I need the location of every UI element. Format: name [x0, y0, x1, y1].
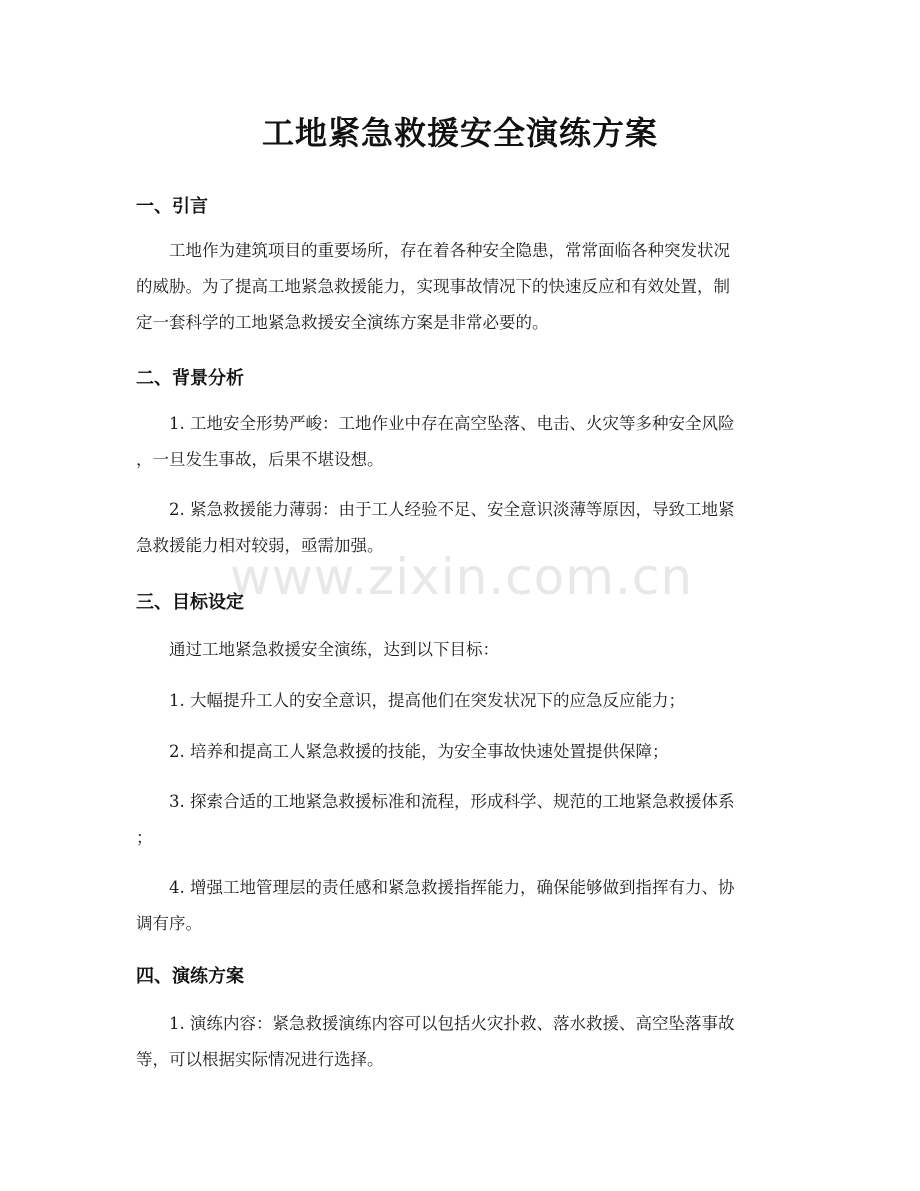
section-heading-intro: 一、引言 — [136, 196, 208, 217]
plan-item-1 — [136, 1006, 784, 1078]
plan-line: 等，可以根据实际情况进行选择。 — [136, 1050, 384, 1069]
intro-paragraph — [136, 233, 784, 341]
intro-line: 定一套科学的工地紧急救援安全演练方案是非常必要的。 — [136, 313, 549, 332]
background-line: ，一旦发生事故，后果不堪设想。 — [136, 450, 384, 469]
goals-intro — [136, 632, 784, 668]
goal-item-4 — [136, 870, 784, 942]
section-heading-background: 二、背景分析 — [136, 368, 244, 389]
section-heading-plan: 四、演练方案 — [136, 966, 244, 987]
background-item-2 — [136, 492, 784, 564]
watermark: www.zixin.com.cn — [230, 548, 694, 606]
goal-line: 2. 培养和提高工人紧急救援的技能，为安全事故快速处置提供保障； — [169, 742, 669, 761]
background-line: 1. 工地安全形势严峻：工地作业中存在高空坠落、电击、火灾等多种安全风险 — [169, 414, 735, 433]
background-line: 2. 紧急救援能力薄弱：由于工人经验不足、安全意识淡薄等原因，导致工地紧 — [169, 500, 735, 519]
document-title: 工地紧急救援安全演练方案 — [261, 114, 658, 152]
background-line: 急救援能力相对较弱，亟需加强。 — [136, 536, 384, 555]
goals-intro-line: 通过工地紧急救援安全演练，达到以下目标： — [169, 640, 499, 659]
goal-item-1 — [136, 683, 784, 719]
intro-line: 工地作为建筑项目的重要场所，存在着各种安全隐患，常常面临各种突发状况 — [169, 241, 730, 260]
goal-line: 4. 增强工地管理层的责任感和紧急救援指挥能力，确保能够做到指挥有力、协 — [169, 878, 735, 897]
section-heading-goals: 三、目标设定 — [136, 592, 244, 613]
background-item-1 — [136, 406, 784, 478]
intro-line: 的威胁。为了提高工地紧急救援能力，实现事故情况下的快速反应和有效处置，制 — [136, 277, 730, 296]
goal-item-2 — [136, 734, 784, 770]
goal-line: ； — [136, 828, 153, 847]
goal-line: 1. 大幅提升工人的安全意识，提高他们在突发状况下的应急反应能力； — [169, 691, 685, 710]
goal-item-3 — [136, 784, 784, 856]
goal-line: 3. 探索合适的工地紧急救援标准和流程，形成科学、规范的工地紧急救援体系 — [169, 792, 735, 811]
goal-line: 调有序。 — [136, 914, 202, 933]
plan-line: 1. 演练内容：紧急救援演练内容可以包括火灾扑救、落水救援、高空坠落事故 — [169, 1014, 735, 1033]
